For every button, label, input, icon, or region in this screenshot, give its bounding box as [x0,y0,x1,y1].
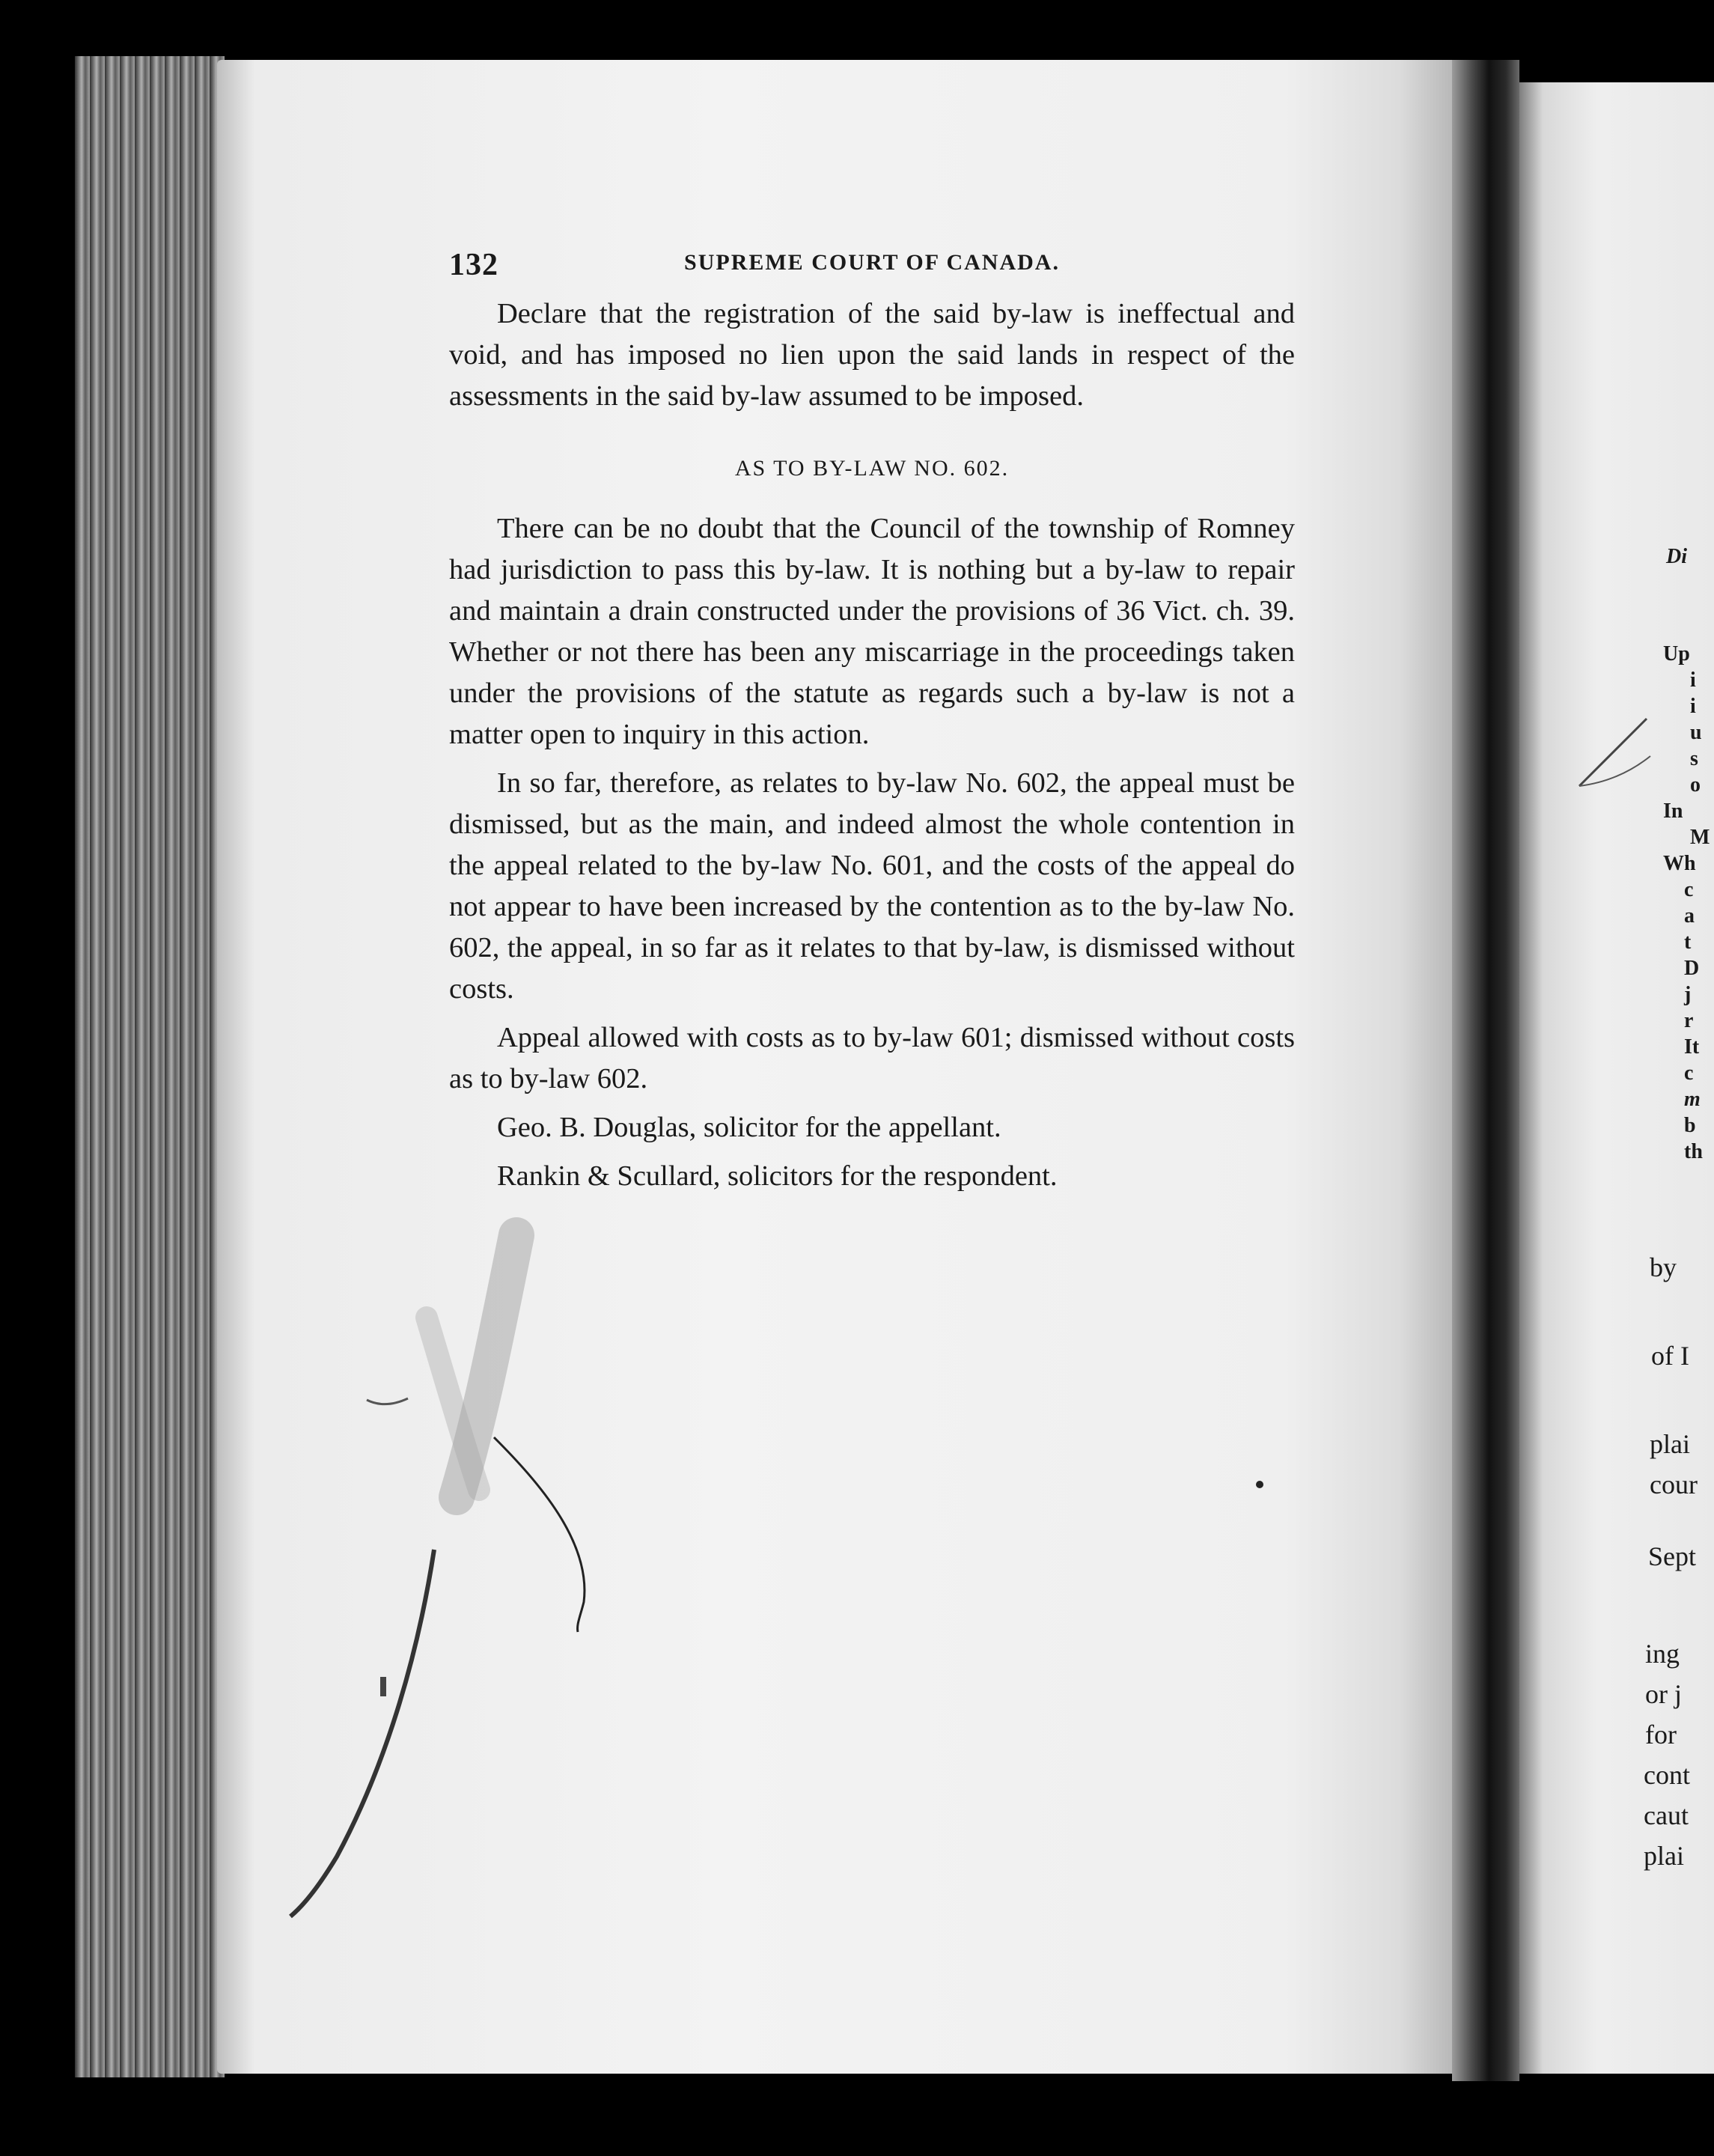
facing-fragment: by [1650,1252,1677,1282]
facing-fragment: In [1663,800,1683,823]
facing-fragment: caut [1644,1800,1689,1830]
section-heading: AS TO BY-LAW NO. 602. [734,456,1010,481]
facing-fragment: or j [1645,1679,1682,1709]
facing-fragment: c [1684,1062,1694,1085]
facing-fragment: plai [1650,1429,1690,1459]
facing-fragment: c [1684,878,1694,901]
facing-fragment: ing [1645,1639,1680,1669]
facing-fragment: a [1684,904,1695,928]
facing-fragment: u [1690,721,1702,744]
facing-fragment: for [1645,1720,1677,1750]
facing-fragment: th [1684,1140,1703,1163]
page-number: 132 [449,248,498,282]
facing-fragment: Wh [1663,852,1696,875]
page-edges [75,56,225,2077]
facing-fragment: Up [1663,642,1690,666]
running-head [449,247,1295,283]
counsel-appellant: Geo. B. Douglas, solicitor for the appellant. [497,1112,1001,1143]
facing-fragment: Di [1666,545,1687,568]
counsel-respondent: Rankin & Scullard, solicitors for the respondent. [497,1160,1058,1192]
facing-fragment: t [1684,931,1692,954]
facing-fragment: It [1684,1035,1700,1059]
facing-fragment: o [1690,773,1701,797]
paragraph-dismissed: In so far, therefore, as relates to by-law No. 602, the appeal must be dismissed, but as the main, and indeed almost the whole contention in the appeal related to the by-law No. 601, and the costs of the appeal do not appear to have been increased by the contention as to the by-law No. 602, the appeal, in so far as it relates to that by-law, is dismissed without costs. [449,767,1295,1005]
paragraph-jurisdiction: There can be no doubt that the Council of the township of Romney had jurisdiction to pass this by-law. It is nothing but a by-law to repair and maintain a drain constructed under the provisions of 36 Vict. ch. 39. Whether or not there has been any miscarriage in the proceedings taken under the provisions of the statute as regards such a by-law is not a matter open to inquiry in this action. [449,513,1295,750]
running-head-title: SUPREME COURT OF CANADA. [684,250,1060,275]
facing-fragment: j [1684,983,1692,1006]
paragraph-judgment: Appeal allowed with costs as to by-law 601; dismissed without costs as to by-law 602. [449,1022,1295,1094]
facing-fragment: m [1684,1088,1701,1111]
facing-fragment: Sept [1648,1541,1697,1571]
facing-fragment: D [1684,957,1700,980]
left-page-text [449,247,1295,1197]
paragraph-declare: Declare that the registration of the said by-law is ineffectual and void, and has imposed no lien upon the said lands in respect of the assessments in the said by-law assumed to be imposed. [449,298,1295,412]
facing-fragment: s [1690,747,1698,770]
facing-fragment: of I [1651,1341,1689,1371]
facing-fragment: i [1690,669,1696,692]
book-gutter [1452,60,1519,2081]
facing-fragment: cont [1644,1760,1690,1790]
facing-fragment: plai [1644,1841,1684,1871]
facing-fragment: r [1684,1009,1694,1032]
facing-fragment: cour [1650,1470,1698,1499]
facing-fragment: b [1684,1114,1696,1137]
facing-fragment: i [1690,695,1696,718]
facing-fragment: M [1690,826,1710,849]
